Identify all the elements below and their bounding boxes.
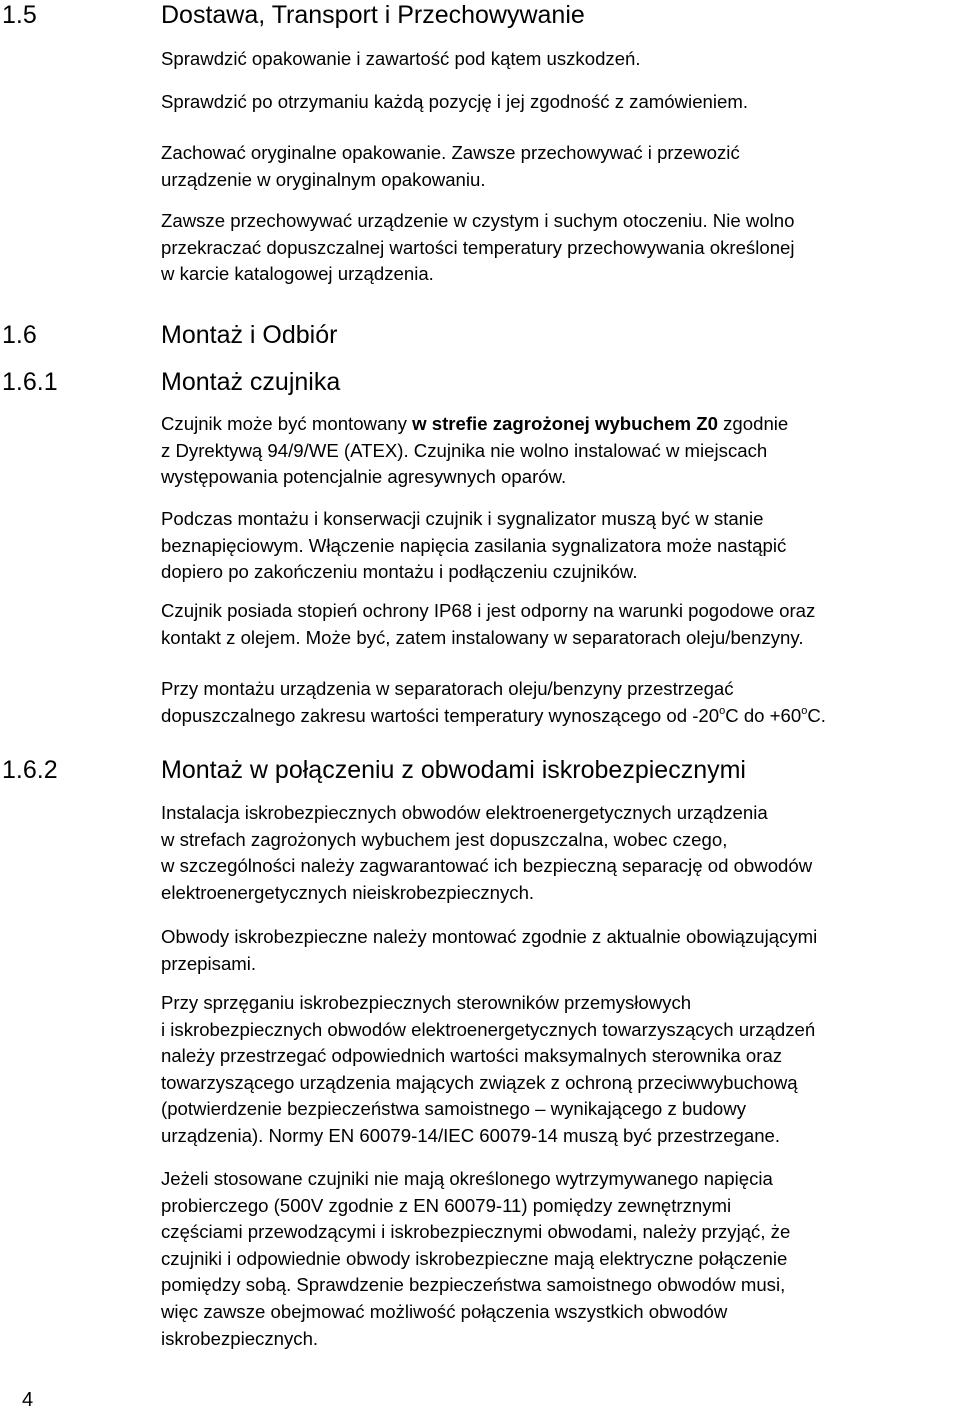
- paragraph: Przy sprzęganiu iskrobezpiecznych sterowników przemysłowych i iskrobezpiecznych obwodów elektroenergetycznych towarzyszących urządzeń należy przestrzegać odpowiednich wartości maksymalnych sterownika oraz towarzyszącego urządzenia mających związek z ochroną przeciwwybuchową (potwierdzenie bezpieczeństwa samoistnego – wynikającego z budowy urządzenia). Normy EN 60079-14/IEC 60079-14 muszą być przestrzegane.: [161, 992, 816, 1146]
- paragraph: Instalacja iskrobezpiecznych obwodów elektroenergetycznych urządzenia w strefach zagrożonych wybuchem jest dopuszczalna, wobec czego, w szczególności należy zagwarantować ich bezpieczną separację od obwodów elektroenergetycznych nieiskrobezpiecznych.: [161, 802, 813, 903]
- hazard-zone-text: w strefie zagrożonej wybuchem Z0: [412, 413, 718, 434]
- paragraph: Podczas montażu i konserwacji czujnik i sygnalizator muszą być w stanie beznapięciowym. Włączenie napięcia zasilania sygnalizatora może nastąpić dopiero po zakończeniu montażu i podłączeniu czujników.: [161, 508, 787, 583]
- paragraph: Zawsze przechowywać urządzenie w czystym i suchym otoczeniu. Nie wolno przekraczać dopuszczalnej wartości temperatury przechowywania określonej w karcie katalogowej urządzenia.: [161, 210, 795, 285]
- paragraph: Czujnik posiada stopień ochrony IP68 i jest odporny na warunki pogodowe oraz kontakt z olejem. Może być, zatem instalowany w separatorach oleju/benzyny.: [161, 600, 816, 648]
- section-number: 1.6.1: [2, 368, 58, 396]
- section-title: Montaż i Odbiór: [161, 321, 338, 349]
- section-title: Montaż w połączeniu z obwodami iskrobezpiecznymi: [161, 756, 746, 784]
- paragraph: Sprawdzić opakowanie i zawartość pod kątem uszkodzeń.: [161, 48, 641, 69]
- paragraph: Zachować oryginalne opakowanie. Zawsze przechowywać i przewozić urządzenie w oryginalnym opakowaniu.: [161, 142, 740, 190]
- degree-mark: o: [719, 704, 726, 717]
- section-number: 1.6.2: [2, 756, 58, 784]
- paragraph: Czujnik może być montowany w strefie zagrożonej wybuchem Z0 zgodnie z Dyrektywą 94/9/WE (ATEX). Czujnika nie wolno instalować w miejscach występowania potencjalnie agresywnych oparów.: [161, 413, 789, 488]
- section-number: 1.5: [2, 1, 37, 29]
- degree-mark: o: [801, 704, 808, 717]
- paragraph: Przy montażu urządzenia w separatorach oleju/benzyny przestrzegać dopuszczalnego zakresu wartości temperatury wynoszącego od -20$^o$C do $+60^oC$.: [161, 678, 826, 726]
- section-title: Montaż czujnika: [161, 368, 341, 396]
- section-title: Dostawa, Transport i Przechowywanie: [161, 1, 585, 29]
- paragraph: Jeżeli stosowane czujniki nie mają określonego wytrzymywanego napięcia probierczego (500V zgodnie z EN 60079-11) pomiędzy zewnętrznymi częściami przewodzącymi i iskrobezpiecznymi obwodami, należy przyjąć, że czujniki i odpowiednie obwody iskrobezpieczne mają elektryczne połączenie pomiędzy sobą. Sprawdzenie bezpieczeństwa samoistnego obwodów musi, więc zawsze obejmować możliwość połączenia wszystkich obwodów iskrobezpiecznych.: [161, 1168, 791, 1349]
- section-number: 1.6: [2, 321, 37, 349]
- page-number: 4: [22, 1389, 34, 1411]
- paragraph: Sprawdzić po otrzymaniu każdą pozycję i jej zgodność z zamówieniem.: [161, 91, 749, 112]
- paragraph: Obwody iskrobezpieczne należy montować zgodnie z aktualnie obowiązującymi przepisami.: [161, 926, 818, 974]
